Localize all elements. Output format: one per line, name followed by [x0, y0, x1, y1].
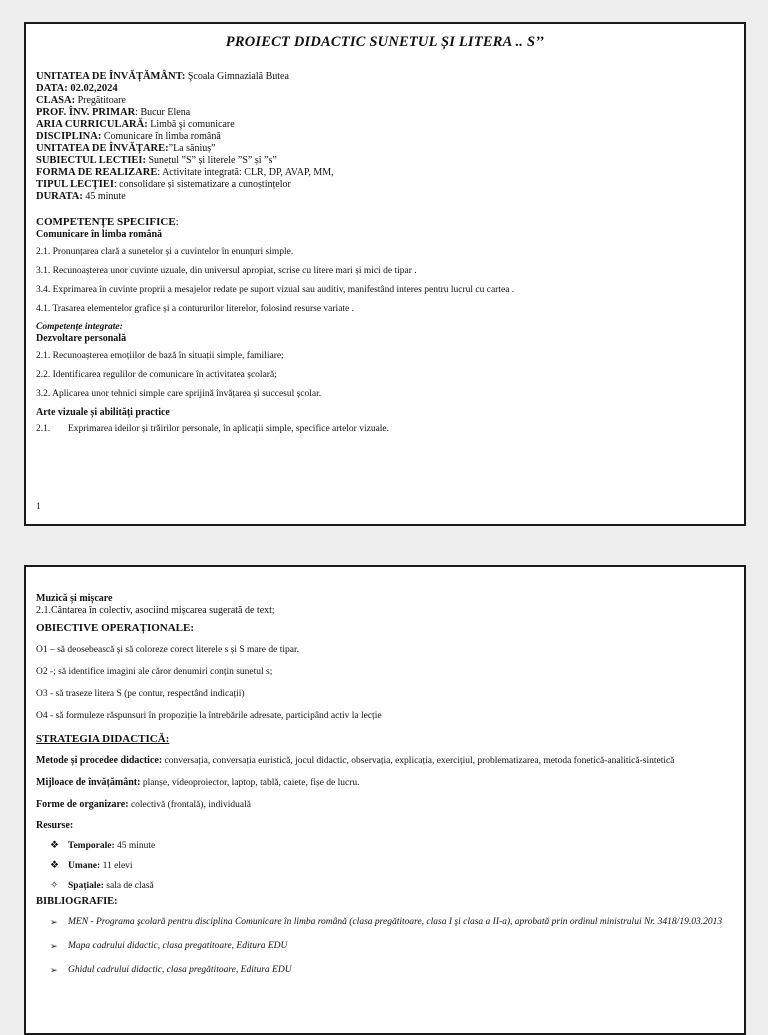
bibliografie-item: ➢ Ghidul cadrului didactic, clasa pregătitoare, Editura EDU — [50, 965, 292, 975]
diamond-bullet-icon: ❖ — [50, 840, 59, 851]
bibliografie-heading: BIBLIOGRAFIE: — [36, 896, 118, 907]
meta-unitate-invatare: UNITATEA DE ÎNVĂȚARE:”La săniuș” — [36, 143, 216, 154]
obiective-heading: OBIECTIVE OPERAȚIONALE: — [36, 622, 195, 634]
meta-data: DATA: 02.02,2024 — [36, 83, 118, 94]
crl-item: 4.1. Trasarea elementelor grafice și a contururilor literelor, folosind resurse variate . — [36, 304, 355, 314]
crl-item: 3.1. Recunoașterea unor cuvinte uzuale, din universul apropiat, scrise cu litere mari și mici de tipar . — [36, 266, 417, 276]
mm-item: 2.1.Cântarea în colectiv, asociind mișcarea sugerată de text; — [36, 605, 275, 616]
strategia-heading: STRATEGIA DIDACTICĂ: — [36, 733, 170, 745]
meta-durata: DURATA: 45 minute — [36, 191, 126, 202]
meta-profesor: PROF. ÎNV. PRIMAR: Bucur Elena — [36, 107, 191, 118]
obiectiv-item: O3 - să traseze litera S (pe contur, respectând indicații) — [36, 689, 245, 699]
competente-heading: COMPETENŢE SPECIFICE: — [36, 216, 179, 228]
document-page-1 — [24, 22, 746, 526]
star-bullet-icon: ✧ — [50, 880, 59, 891]
bibliografie-item: ➢ Mapa cadrului didactic, clasa pregatitoare, Editura EDU — [50, 941, 288, 951]
meta-aria: ARIA CURRICULARĂ: Limbă şi comunicare — [36, 119, 235, 130]
arrow-bullet-icon: ➢ — [50, 917, 58, 927]
diamond-bullet-icon: ❖ — [50, 860, 59, 871]
meta-clasa: CLASA: Pregătitoare — [36, 95, 126, 106]
meta-subiect: SUBIECTUL LECTIEI: Sunetul ”S” și literele ”S” și ”s” — [36, 155, 277, 166]
dp-item: 3.2. Aplicarea unor tehnici simple care sprijină învățarea și succesul școlar. — [36, 389, 322, 399]
meta-tipul: TIPUL LECȚIEI: consolidare și sistematizare a cunoștințelor — [36, 179, 291, 190]
meta-disciplina: DISCIPLINA: Comunicare în limba română — [36, 131, 221, 142]
meta-forma: FORMA DE REALIZARE: Activitate integrată: CLR, DP, AVAP, MM, — [36, 167, 334, 178]
resurse-heading: Resurse: — [36, 820, 74, 831]
forme-paragraph: Forme de organizare: colectivă (frontală), individuală — [36, 799, 251, 810]
metode-paragraph: Metode și procedee didactice: conversația, conversația euristică, jocul didactic, observația, explicația, exercițiul, problematizarea, metoda fonetică-analitică-sintetică — [36, 755, 675, 766]
resurse-list — [50, 836, 734, 896]
dp-item: 2.1. Recunoașterea emoțiilor de bază în situații simple, familiare; — [36, 351, 284, 361]
arrow-bullet-icon: ➢ — [50, 941, 58, 951]
meta-unitate: UNITATEA DE ÎNVĂȚĂMÂNT: Şcoala Gimnazială Butea — [36, 71, 289, 82]
page-number: 1 — [36, 502, 41, 512]
crl-heading: Comunicare în limba română — [36, 229, 163, 240]
document-title: PROIECT DIDACTIC SUNETUL ȘI LITERA .. S’’ — [225, 34, 545, 50]
crl-item: 2.1. Pronunțarea clară a sunetelor și a cuvintelor în enunțuri simple. — [36, 247, 294, 257]
obiectiv-item: O2 -; să identifice imagini ale căror denumiri conțin sunetul s; — [36, 667, 273, 677]
avap-heading: Arte vizuale și abilități practice — [36, 407, 170, 418]
avap-item: 2.1. Exprimarea ideilor și trăirilor personale, în aplicații simple, specifice artelor vizuale. — [36, 424, 390, 434]
arrow-bullet-icon: ➢ — [50, 965, 58, 975]
bibliografie-item: ➢ MEN - Programa şcolară pentru disciplina Comunicare în limba română (clasa pregătitoare, clasa I şi clasa a II-a), aprobată prin ordinul ministrului Nr. 3418/19.03.2013 — [50, 917, 723, 927]
mm-heading: Muzică și mișcare — [36, 593, 113, 604]
meta-block — [36, 71, 734, 203]
integrate-heading: Competențe integrate: — [36, 322, 123, 332]
obiectiv-item: O4 - să formuleze răspunsuri în propoziție la întrebările adresate, participând activ la lecție — [36, 711, 382, 721]
dp-heading: Dezvoltare personală — [36, 333, 127, 344]
crl-item: 3.4. Exprimarea în cuvinte proprii a mesajelor redate pe suport vizual sau auditiv, manifestând interes pentru lucrul cu cartea . — [36, 285, 515, 295]
mijloace-paragraph: Mijloace de învățământ: planșe, videoproiector, laptop, tablă, caiete, fișe de lucru. — [36, 777, 360, 788]
resurse-item: ❖ Temporale: 45 minute — [50, 836, 734, 856]
resurse-item: ❖ Umane: 11 elevi — [50, 856, 734, 876]
resurse-item: ✧ Spațiale: sala de clasă — [50, 876, 734, 896]
document-page-2 — [24, 565, 746, 1035]
bibliografie-list — [50, 916, 734, 976]
obiectiv-item: O1 – să deosebească și să coloreze corect literele s și S mare de tipar. — [36, 645, 299, 655]
dp-item: 2.2. Identificarea regulilor de comunicare în activitatea școlară; — [36, 370, 277, 380]
